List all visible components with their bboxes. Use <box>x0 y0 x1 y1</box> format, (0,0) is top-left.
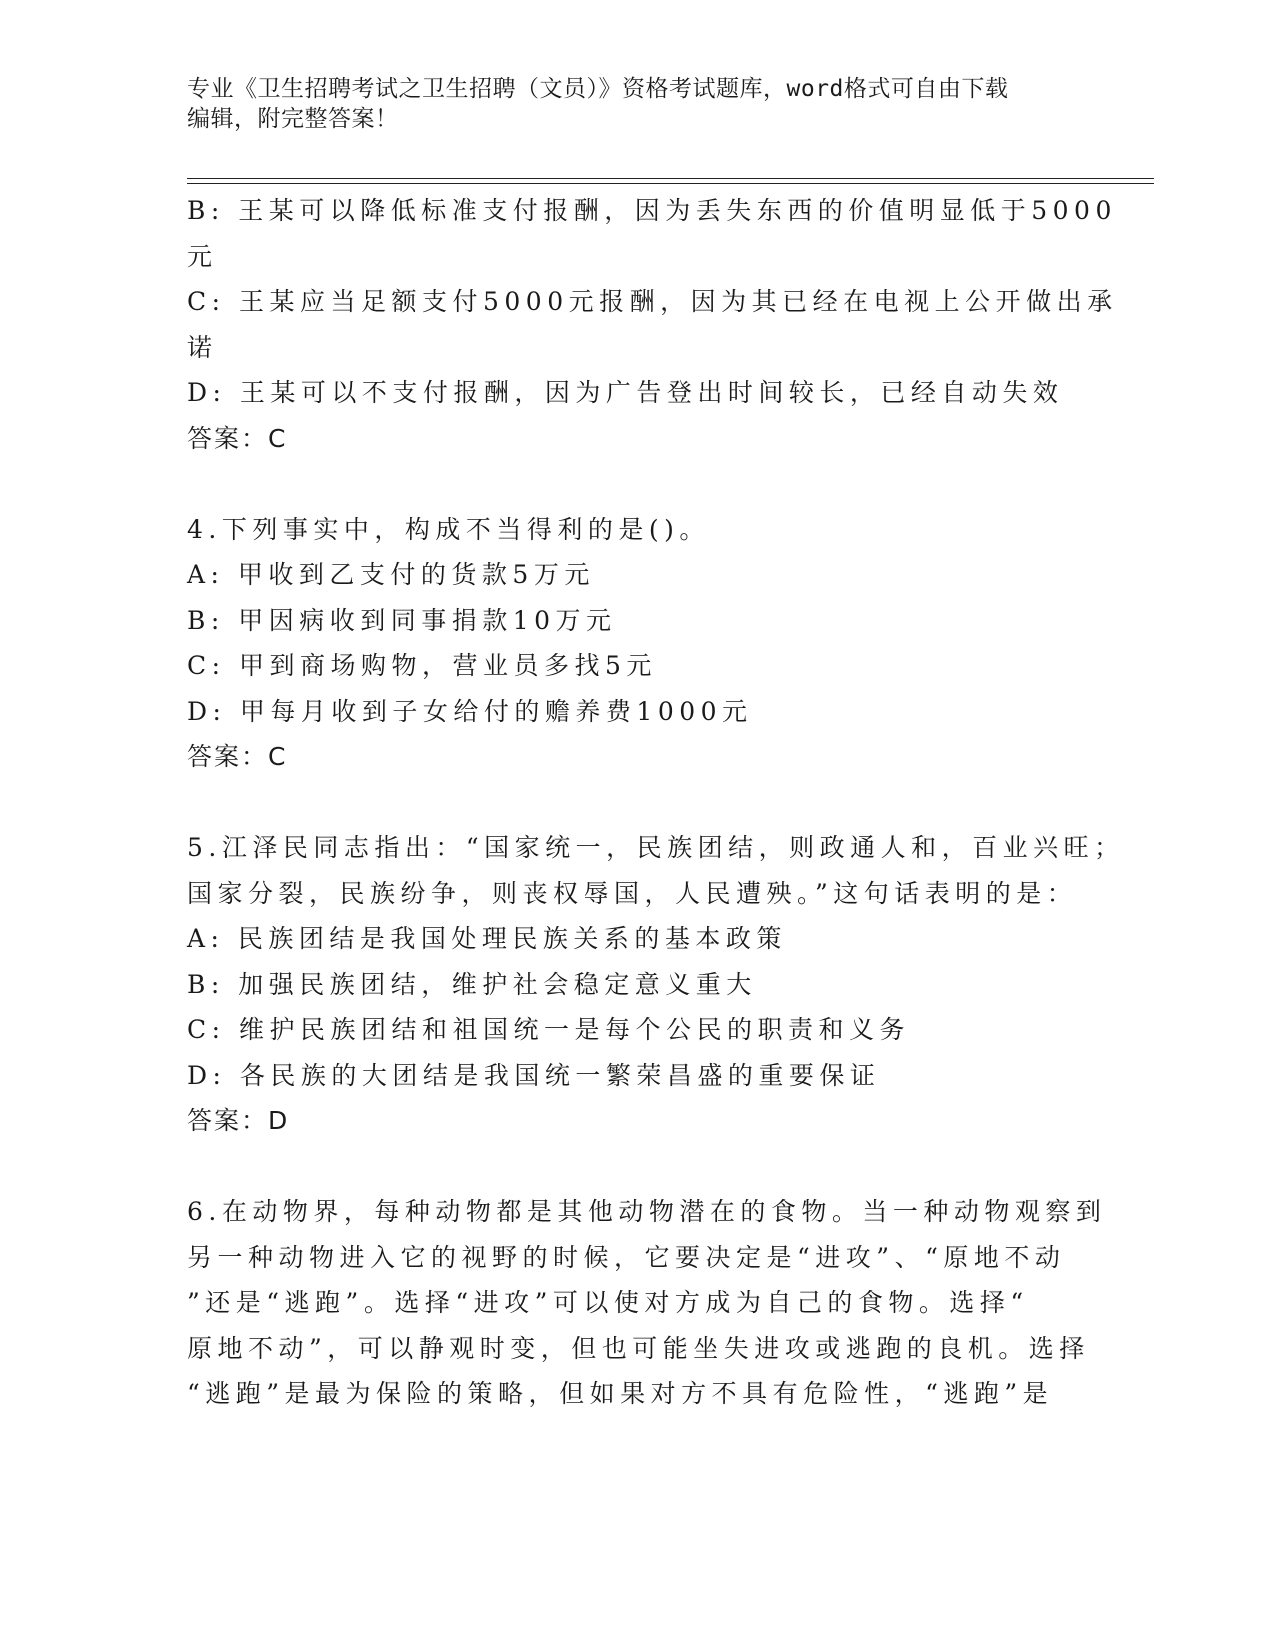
question-6 <box>187 1189 1107 1417</box>
header-title-line-1: 专业《卫生招聘考试之卫生招聘（文员）》资格考试题库，word格式可自由下载 <box>187 76 1009 102</box>
option-d: D: 各民族的大团结是我国统一繁荣昌盛的重要保证 <box>187 1060 881 1090</box>
option-c-line-1: C: 王某应当足额支付5000元报酬，因为其已经在电视上公开做出承 <box>187 287 1118 316</box>
option-b-line-1: B: 王某可以降低标准支付报酬，因为丢失东西的价值明显低于5000 <box>187 196 1117 225</box>
spacer <box>187 780 1087 826</box>
answer: 答案：C <box>187 423 288 453</box>
question-stem-line-1: 6.在动物界，每种动物都是其他动物潜在的食物。当一种动物观察到 <box>187 1197 1107 1226</box>
question-stem-line-2: 国家分裂，民族纷争，则丧权辱国，人民遭殃。”这句话表明的是： <box>187 878 1078 908</box>
question-stem-line-3: ”还是“逃跑”。选择“进攻”可以使对方成为自己的食物。选择“ <box>187 1288 1029 1317</box>
document-body <box>187 188 1125 1417</box>
question-stem: 4.下列事实中，构成不当得利的是()。 <box>187 514 710 544</box>
question-5 <box>187 825 1125 1144</box>
option-b-line-2: 元 <box>187 241 218 271</box>
option-c-line-2: 诺 <box>187 332 218 362</box>
question-stem-line-2: 另一种动物进入它的视野的时候，它要决定是“进攻”、“原地不动 <box>187 1242 1066 1272</box>
header-divider <box>187 178 1154 184</box>
option-d: D: 王某可以不支付报酬，因为广告登出时间较长，已经自动失效 <box>187 378 1064 407</box>
page-header <box>187 74 1087 134</box>
option-b: B: 加强民族团结，维护社会稳定意义重大 <box>187 969 757 999</box>
question-4 <box>187 507 1087 780</box>
spacer <box>187 1144 1087 1190</box>
option-c: C: 维护民族团结和祖国统一是每个公民的职责和义务 <box>187 1015 911 1044</box>
question-stem-line-4: 原地不动”，可以静观时变，但也可能坐失进攻或逃跑的良机。选择 <box>187 1333 1090 1363</box>
option-a: A: 甲收到乙支付的货款5万元 <box>187 560 595 589</box>
option-c: C: 甲到商场购物，营业员多找5元 <box>187 651 657 680</box>
question-3-fragment <box>187 188 1118 461</box>
option-a: A: 民族团结是我国处理民族关系的基本政策 <box>187 924 787 953</box>
option-b: B: 甲因病收到同事捐款10万元 <box>187 605 617 635</box>
option-d: D: 甲每月收到子女给付的赡养费1000元 <box>187 696 753 726</box>
question-stem-line-5: “逃跑”是最为保险的策略，但如果对方不具有危险性，“逃跑”是 <box>187 1379 1054 1408</box>
question-stem-line-1: 5.江泽民同志指出：“国家统一，民族团结，则政通人和，百业兴旺； <box>187 833 1125 862</box>
header-title-line-2: 编辑，附完整答案！ <box>187 106 399 132</box>
spacer <box>187 461 1087 507</box>
answer: 答案：C <box>187 742 288 771</box>
answer: 答案：D <box>187 1106 290 1135</box>
